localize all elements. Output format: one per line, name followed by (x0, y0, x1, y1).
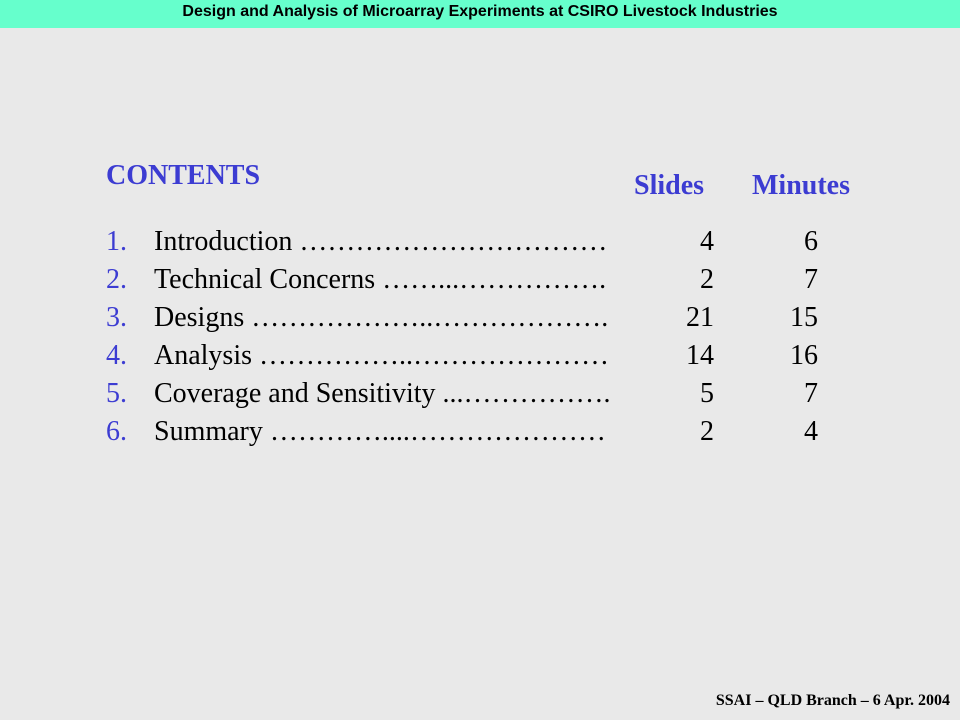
toc-row-title: Designs ………………..………………. (154, 302, 609, 333)
slide-header-banner (0, 0, 960, 28)
slide-footer: SSAI – QLD Branch – 6 Apr. 2004 (715, 692, 950, 709)
toc-row (0, 378, 960, 416)
toc-row-minutes: 4 (804, 416, 818, 447)
slides-column-header: Slides (634, 170, 705, 201)
toc-row (0, 302, 960, 340)
toc-row-number: 3. (106, 302, 127, 333)
toc-row-slides: 5 (700, 378, 714, 409)
toc-row-title: Introduction …………………………… (154, 226, 608, 257)
toc-row-title: Technical Concerns ……...……………. (154, 264, 607, 295)
toc-row-number: 4. (106, 340, 127, 371)
toc-row-title: Summary …………....………………… (154, 416, 606, 447)
toc-row-slides: 21 (686, 302, 714, 333)
toc-row-minutes: 7 (804, 264, 818, 295)
toc-row (0, 264, 960, 302)
minutes-column-header: Minutes (752, 170, 850, 201)
toc-row-number: 5. (106, 378, 127, 409)
toc-row (0, 226, 960, 264)
toc-row-number: 6. (106, 416, 127, 447)
toc-row-number: 2. (106, 264, 127, 295)
toc-row-slides: 14 (686, 340, 714, 371)
toc-row (0, 340, 960, 378)
contents-heading: CONTENTS (106, 160, 261, 191)
toc-row-minutes: 15 (790, 302, 818, 333)
toc-row (0, 416, 960, 454)
toc-row-title: Analysis ……………..………………… (154, 340, 609, 371)
toc-row-slides: 2 (700, 416, 714, 447)
toc-row-minutes: 7 (804, 378, 818, 409)
toc-row-title: Coverage and Sensitivity ...……………. (154, 378, 611, 409)
toc-row-minutes: 16 (790, 340, 818, 371)
toc-row-slides: 4 (700, 226, 714, 257)
toc-row-minutes: 6 (804, 226, 818, 257)
toc-row-number: 1. (106, 226, 127, 257)
header-title: Design and Analysis of Microarray Experiments at CSIRO Livestock Industries (182, 3, 778, 20)
toc-row-slides: 2 (700, 264, 714, 295)
